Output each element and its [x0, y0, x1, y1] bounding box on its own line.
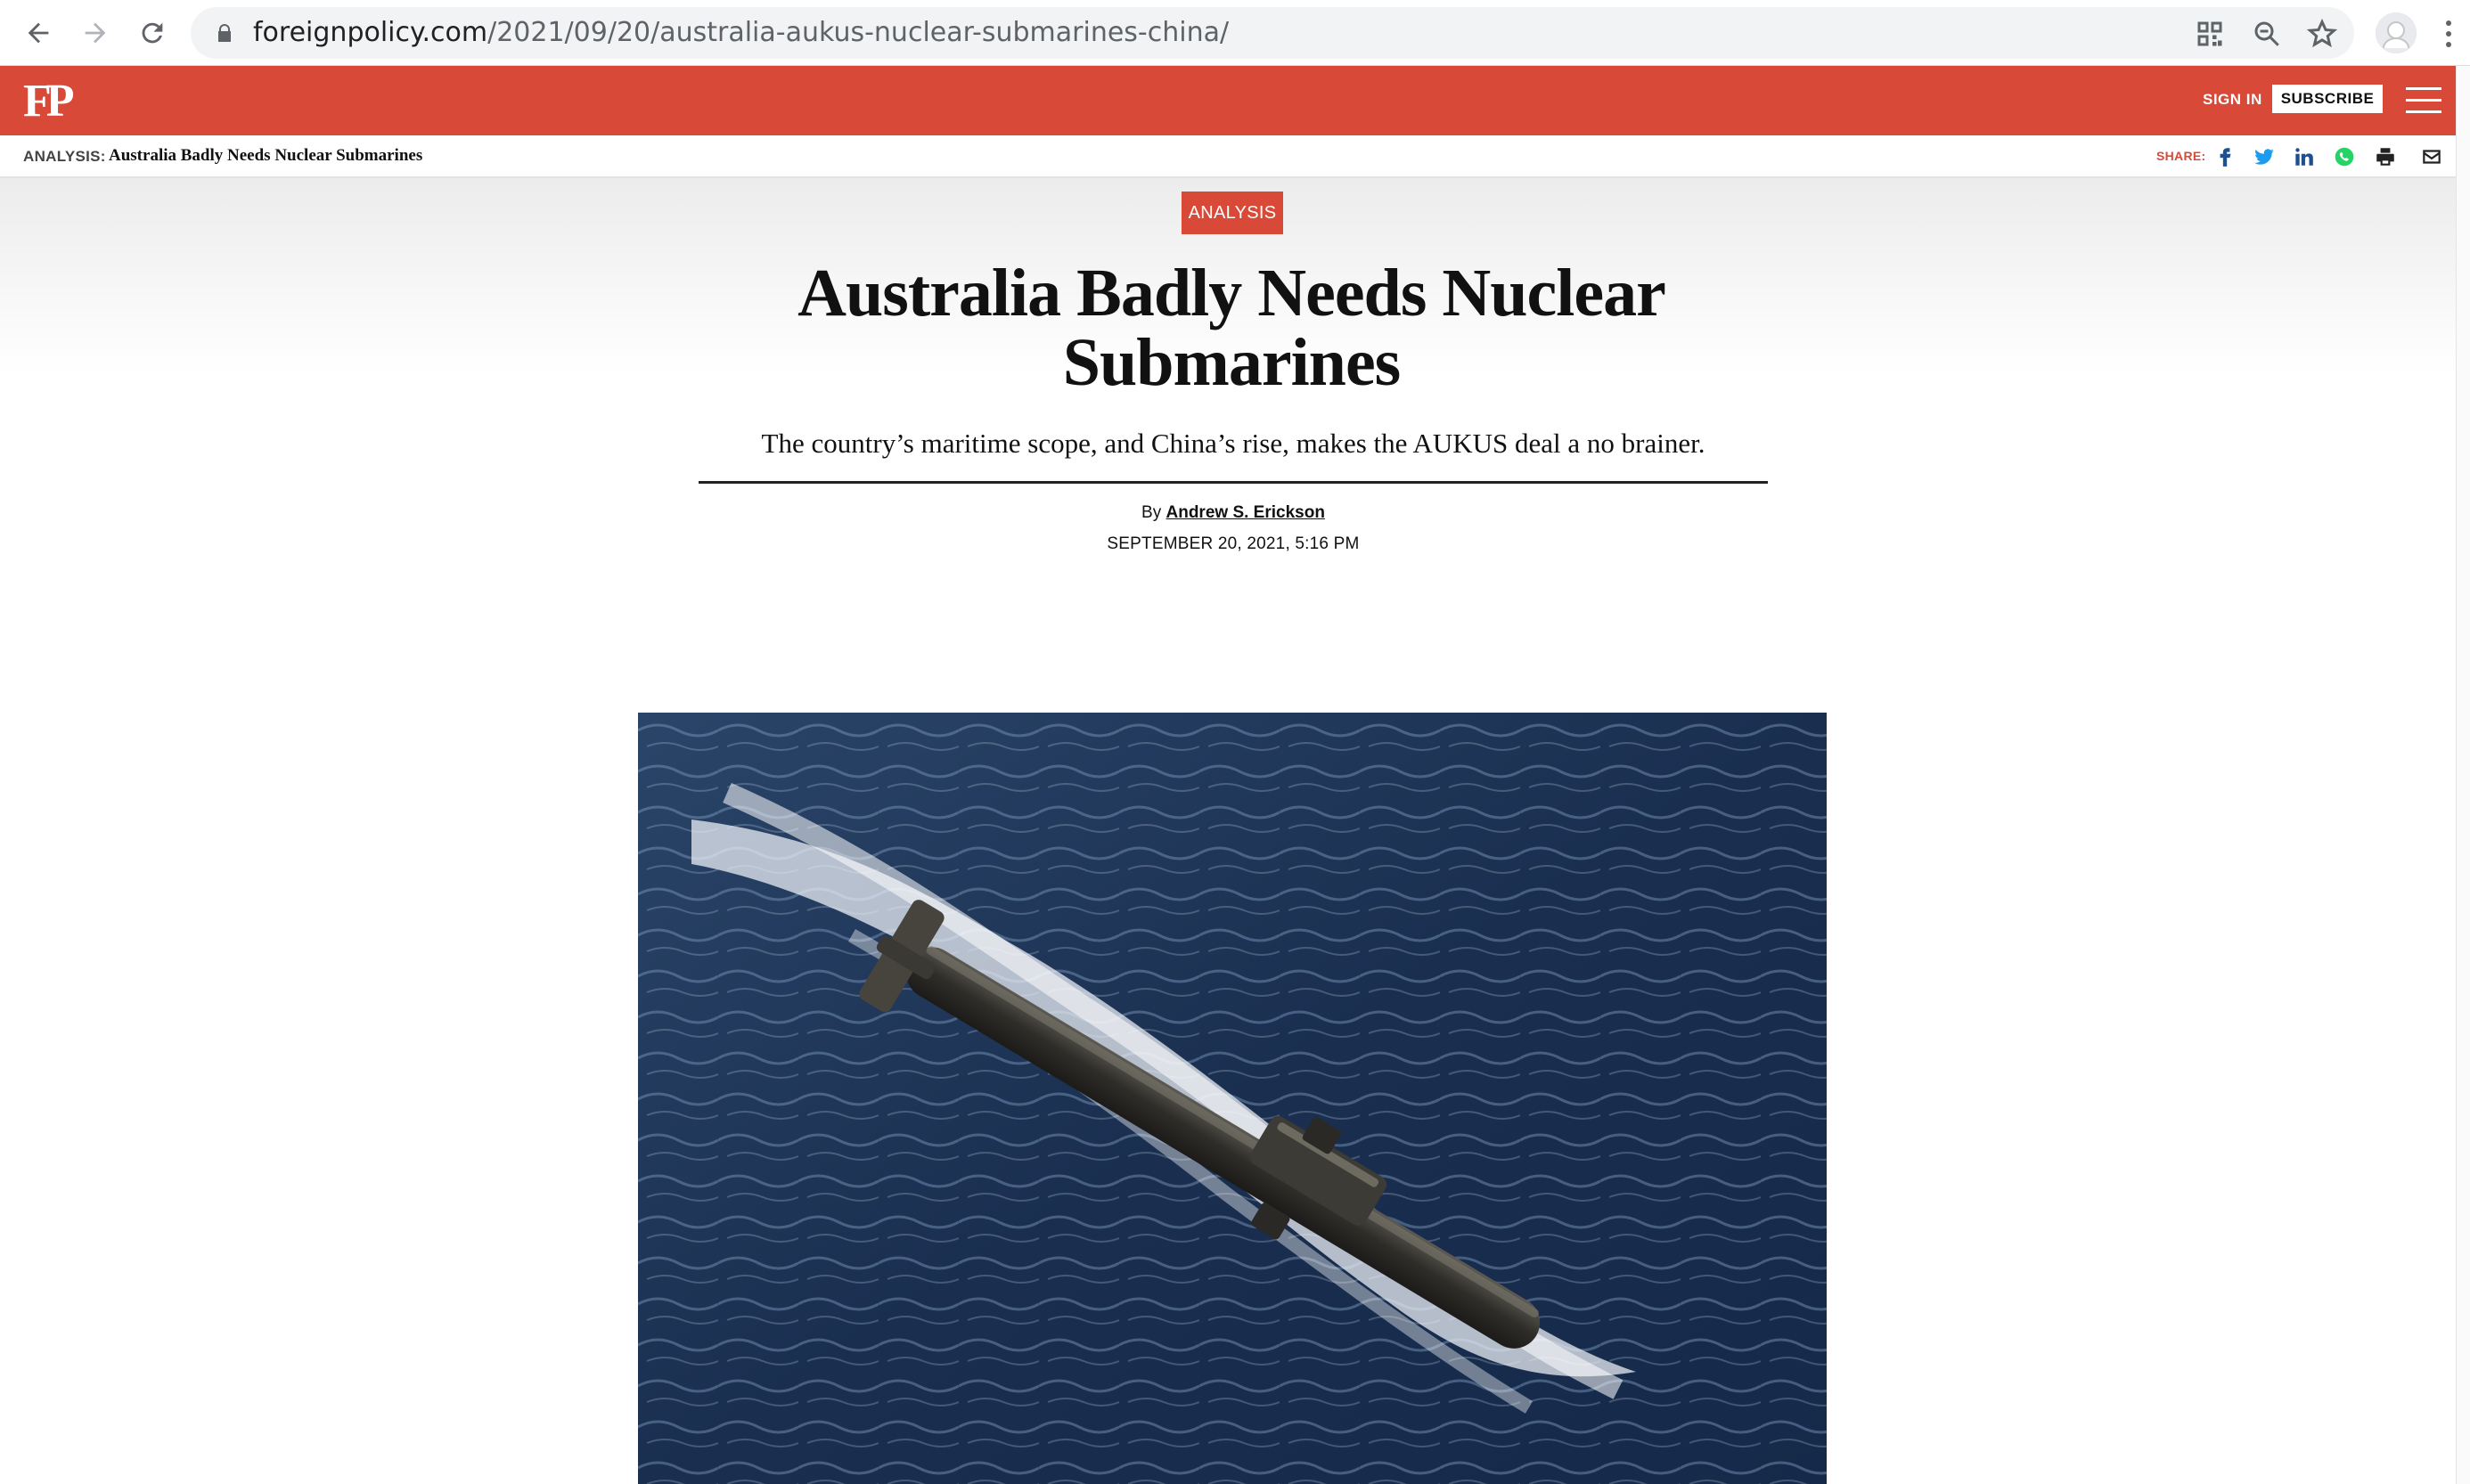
url-path: /2021/09/20/australia-aukus-nuclear-submarines-china/ — [487, 17, 1230, 48]
back-icon — [23, 18, 53, 48]
byline — [699, 503, 1768, 523]
fp-logo[interactable]: FP — [23, 76, 70, 126]
qr-code-icon — [2194, 18, 2226, 50]
url-text[interactable] — [253, 18, 1229, 48]
sticky-title: Australia Badly Needs Nuclear Submarines — [109, 146, 423, 165]
share-facebook-button[interactable] — [2212, 143, 2238, 170]
menu-kebab-icon — [2440, 16, 2458, 52]
forward-icon — [80, 18, 110, 48]
sticky-article-bar — [0, 135, 2470, 178]
print-icon — [2374, 145, 2397, 168]
twitter-icon — [2253, 145, 2276, 168]
share-label: SHARE: — [2156, 149, 2206, 163]
page-scrollbar[interactable] — [2456, 66, 2470, 1484]
profile-button[interactable] — [2376, 12, 2417, 53]
share-email-button[interactable] — [2418, 143, 2445, 170]
email-icon — [2420, 145, 2443, 168]
share-twitter-button[interactable] — [2251, 143, 2278, 170]
header-divider — [699, 481, 1768, 484]
lead-photo — [638, 713, 1827, 1484]
whatsapp-icon — [2333, 145, 2356, 168]
hamburger-icon — [2406, 87, 2441, 90]
headline-line-1: Australia Badly Needs Nuclear — [797, 256, 1665, 330]
lock-icon — [214, 22, 235, 44]
byline-prefix: By — [1141, 503, 1162, 522]
browser-menu-button[interactable] — [2440, 16, 2458, 52]
article-dek: The country’s maritime scope, and China’s rise, makes the AUKUS deal a no brainer. — [761, 428, 1705, 459]
author-link[interactable]: Andrew S. Erickson — [1165, 503, 1325, 522]
bookmark-button[interactable] — [2306, 18, 2338, 50]
sticky-kicker: ANALYSIS: — [23, 148, 106, 165]
share-linkedin-button[interactable] — [2290, 143, 2317, 170]
url-domain: foreignpolicy.com — [253, 17, 488, 48]
headline-line-2: Submarines — [1062, 325, 1401, 400]
analysis-badge[interactable]: ANALYSIS — [1182, 192, 1283, 234]
share-whatsapp-button[interactable] — [2331, 143, 2358, 170]
browser-toolbar — [0, 0, 2470, 66]
linkedin-icon — [2292, 145, 2315, 168]
qr-code-button[interactable] — [2194, 18, 2226, 50]
zoom-icon — [2251, 18, 2283, 50]
facebook-icon — [2213, 145, 2237, 168]
print-button[interactable] — [2372, 143, 2399, 170]
site-header — [0, 66, 2470, 135]
sign-in-link[interactable]: SIGN IN — [2203, 91, 2262, 108]
forward-button[interactable] — [73, 11, 118, 55]
back-button[interactable] — [16, 11, 61, 55]
bookmark-star-icon — [2306, 18, 2338, 50]
address-bar[interactable] — [191, 7, 2354, 59]
hamburger-icon-bar — [2406, 99, 2441, 102]
hamburger-menu-button[interactable] — [2406, 87, 2441, 114]
zoom-button[interactable] — [2251, 18, 2283, 50]
reload-icon — [137, 18, 168, 48]
publish-date: SEPTEMBER 20, 2021, 5:16 PM — [1107, 534, 1360, 553]
reload-button[interactable] — [130, 11, 175, 55]
hamburger-icon-bar — [2406, 110, 2441, 113]
subscribe-button[interactable]: SUBSCRIBE — [2272, 85, 2383, 113]
submarine-image — [638, 713, 1827, 1484]
profile-icon — [2376, 12, 2417, 53]
article-headline — [700, 256, 1763, 400]
